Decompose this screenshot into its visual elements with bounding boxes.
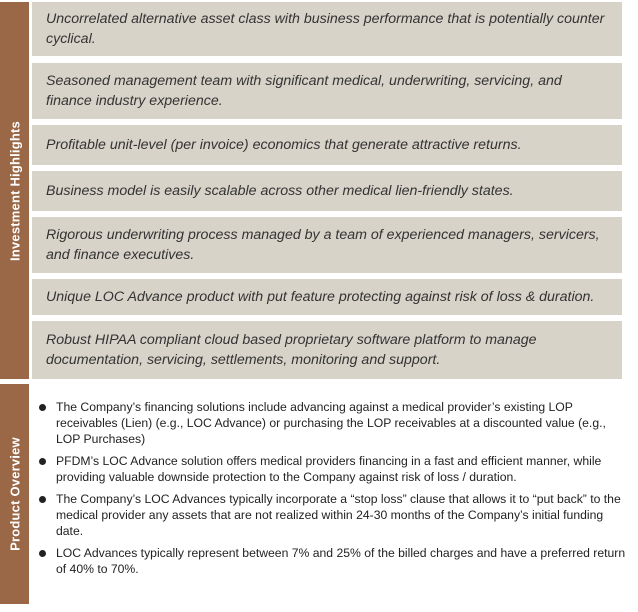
list-item-text: LOC Advances typically represent between 7% and 25% of the billed charges and have a preferred return of 40% to 70%. — [56, 546, 626, 576]
list-item — [38, 491, 630, 539]
highlight-text: Seasoned management team with significant medical, underwriting, servicing, and finance industry experience. — [46, 73, 562, 109]
highlight-text: Profitable unit-level (per invoice) economics that generate attractive returns. — [46, 137, 522, 153]
highlight-text: Rigorous underwriting process managed by a team of experienced managers, servicers, and finance executives. — [46, 227, 600, 263]
bullet-icon — [39, 550, 46, 557]
bullet-icon — [39, 404, 46, 411]
investment-highlights-title: Investment Highlights — [7, 120, 22, 261]
list-item — [38, 453, 630, 485]
product-overview-list — [38, 399, 630, 583]
highlight-item — [32, 63, 622, 119]
highlight-item — [32, 125, 622, 165]
highlight-item — [32, 171, 622, 211]
highlight-text: Unique LOC Advance product with put feature protecting against risk of loss & duration. — [46, 289, 595, 305]
list-item — [38, 399, 630, 447]
highlight-item — [32, 217, 622, 273]
list-item-text: PFDM’s LOC Advance solution offers medical providers financing in a fast and efficient manner, while providing valuable downside protection to the Company against risk of loss / duration. — [56, 454, 602, 484]
highlight-text: Uncorrelated alternative asset class with business performance that is potentially counter cyclical. — [46, 11, 605, 47]
product-overview-title: Product Overview — [7, 437, 22, 551]
investment-highlights-tab — [0, 2, 29, 379]
list-item-text: The Company’s financing solutions include advancing against a medical provider’s existing LOP receivables (Lien) (e.g., LOC Advance) or purchasing the LOP receivables at a discounted value (e.g., LOP Purchases) — [56, 400, 606, 446]
highlight-item — [32, 321, 622, 379]
highlight-item — [32, 2, 622, 56]
bullet-icon — [39, 496, 46, 503]
product-overview-tab — [0, 384, 29, 604]
highlight-text: Business model is easily scalable across other medical lien-friendly states. — [46, 183, 514, 199]
bullet-icon — [39, 458, 46, 465]
list-item-text: The Company’s LOC Advances typically incorporate a “stop loss” clause that allows it to “put back” to the medical provider any assets that are not realized within 24-30 months of the Company’s initial funding date. — [56, 492, 621, 538]
highlight-item — [32, 279, 622, 315]
highlight-text: Robust HIPAA compliant cloud based proprietary software platform to manage documentation, servicing, settlements, monitoring and support. — [46, 332, 537, 368]
list-item — [38, 545, 630, 577]
